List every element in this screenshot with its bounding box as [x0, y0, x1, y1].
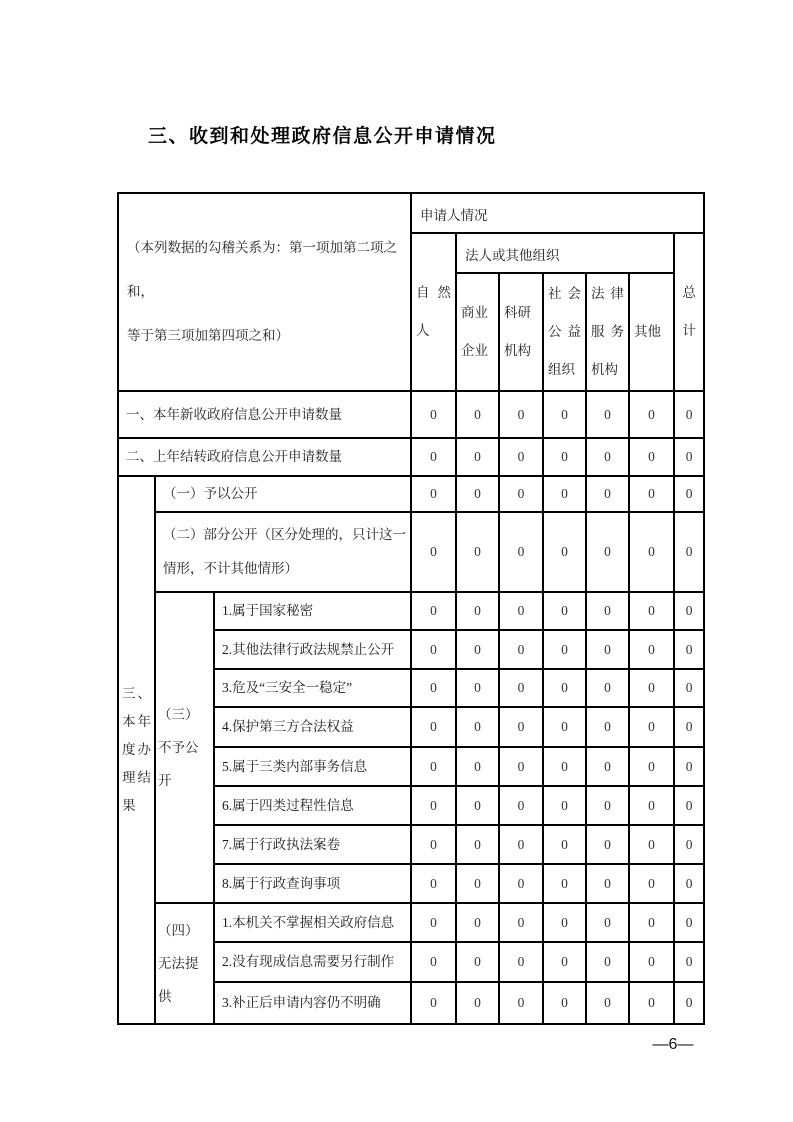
value-cell: 0: [674, 903, 704, 942]
value-cell: 0: [499, 391, 543, 438]
value-cell: 0: [629, 438, 674, 476]
section-title: 三、收到和处理政府信息公开申请情况: [148, 126, 497, 147]
value-cell: 0: [456, 512, 499, 592]
value-cell: 0: [499, 864, 543, 903]
value-cell: 0: [543, 825, 586, 864]
value-cell: 0: [543, 476, 586, 512]
value-cell: 0: [543, 512, 586, 592]
value-cell: 0: [674, 630, 704, 669]
row-label-denied-6: 6.属于四类过程性信息: [214, 786, 411, 825]
table-row: [118, 438, 704, 476]
value-cell: 0: [456, 982, 499, 1024]
value-cell: 0: [586, 669, 629, 707]
note-line-1: （本列数据的勾稽关系为：第一项加第二项之和，: [127, 240, 397, 299]
row-label-unable-2: 2.没有现成信息需要另行制作: [214, 942, 411, 982]
value-cell: 0: [456, 825, 499, 864]
table-row: [118, 592, 704, 630]
value-cell: 0: [499, 942, 543, 982]
page-number: —6—: [652, 1036, 694, 1053]
value-cell: 0: [586, 630, 629, 669]
value-cell: 0: [543, 982, 586, 1024]
value-cell: 0: [674, 438, 704, 476]
value-cell: 0: [456, 391, 499, 438]
value-cell: 0: [629, 630, 674, 669]
value-cell: 0: [411, 592, 456, 630]
value-cell: 0: [586, 707, 629, 747]
value-cell: 0: [411, 476, 456, 512]
value-cell: 0: [586, 786, 629, 825]
value-cell: 0: [586, 825, 629, 864]
value-cell: 0: [499, 903, 543, 942]
value-cell: 0: [411, 512, 456, 592]
value-cell: 0: [543, 903, 586, 942]
value-cell: 0: [543, 786, 586, 825]
value-cell: 0: [674, 512, 704, 592]
value-cell: 0: [629, 864, 674, 903]
row-label-denied-4: 4.保护第三方合法权益: [214, 707, 411, 747]
value-cell: 0: [629, 707, 674, 747]
row-label-partial: （二）部分公开（区分处理的，只计这一情形，不计其他情形）: [155, 512, 411, 592]
value-cell: 0: [674, 864, 704, 903]
col-header-legal-service: 法律服务机构: [586, 273, 629, 391]
value-cell: 0: [674, 476, 704, 512]
value-cell: 0: [499, 438, 543, 476]
row-label-denied-7: 7.属于行政执法案卷: [214, 825, 411, 864]
value-cell: 0: [411, 982, 456, 1024]
note-cell: [118, 193, 411, 391]
col-header-business: 商业企业: [456, 273, 499, 391]
value-cell: 0: [543, 630, 586, 669]
row-label-new-requests: 一、本年新收政府信息公开申请数量: [118, 391, 411, 438]
value-cell: 0: [543, 747, 586, 786]
value-cell: 0: [456, 903, 499, 942]
value-cell: 0: [499, 747, 543, 786]
value-cell: 0: [629, 669, 674, 707]
value-cell: 0: [586, 903, 629, 942]
value-cell: 0: [456, 592, 499, 630]
value-cell: 0: [499, 512, 543, 592]
header-applicant-status: 申请人情况: [411, 193, 704, 233]
value-cell: 0: [629, 391, 674, 438]
value-cell: 0: [543, 942, 586, 982]
value-cell: 0: [629, 903, 674, 942]
row-group-results: 三、本年度办理结果: [118, 476, 155, 1024]
value-cell: 0: [586, 864, 629, 903]
value-cell: 0: [586, 592, 629, 630]
requests-table: [117, 192, 705, 1025]
value-cell: 0: [586, 391, 629, 438]
row-group-denied: （三）不予公开: [155, 592, 214, 903]
value-cell: 0: [456, 669, 499, 707]
value-cell: 0: [456, 786, 499, 825]
value-cell: 0: [411, 669, 456, 707]
row-label-carryover: 二、上年结转政府信息公开申请数量: [118, 438, 411, 476]
value-cell: 0: [586, 942, 629, 982]
col-header-other: 其他: [629, 273, 674, 391]
value-cell: 0: [411, 786, 456, 825]
value-cell: 0: [586, 982, 629, 1024]
value-cell: 0: [411, 864, 456, 903]
value-cell: 0: [629, 982, 674, 1024]
note-line-2: 等于第三项加第四项之和）: [127, 328, 289, 343]
row-group-unable: （四）无法提供: [155, 903, 214, 1024]
row-label-unable-1: 1.本机关不掌握相关政府信息: [214, 903, 411, 942]
table-row: [118, 193, 704, 233]
value-cell: 0: [456, 707, 499, 747]
value-cell: 0: [411, 391, 456, 438]
value-cell: 0: [629, 512, 674, 592]
value-cell: 0: [499, 982, 543, 1024]
row-label-denied-8: 8.属于行政查询事项: [214, 864, 411, 903]
row-label-denied-5: 5.属于三类内部事务信息: [214, 747, 411, 786]
value-cell: 0: [411, 825, 456, 864]
value-cell: 0: [411, 903, 456, 942]
value-cell: 0: [499, 786, 543, 825]
table-row: [118, 391, 704, 438]
value-cell: 0: [674, 391, 704, 438]
value-cell: 0: [499, 825, 543, 864]
value-cell: 0: [586, 512, 629, 592]
col-header-total: 总计: [674, 233, 704, 391]
value-cell: 0: [411, 747, 456, 786]
value-cell: 0: [499, 592, 543, 630]
col-header-public-welfare: 社会公益组织: [543, 273, 586, 391]
header-legal-entity-group: 法人或其他组织: [456, 233, 674, 273]
row-label-denied-2: 2.其他法律行政法规禁止公开: [214, 630, 411, 669]
value-cell: 0: [629, 942, 674, 982]
value-cell: 0: [456, 747, 499, 786]
value-cell: 0: [674, 747, 704, 786]
row-label-denied-3: 3.危及“三安全一稳定”: [214, 669, 411, 707]
value-cell: 0: [499, 476, 543, 512]
value-cell: 0: [674, 982, 704, 1024]
value-cell: 0: [411, 707, 456, 747]
value-cell: 0: [674, 825, 704, 864]
value-cell: 0: [543, 438, 586, 476]
value-cell: 0: [674, 942, 704, 982]
value-cell: 0: [586, 747, 629, 786]
value-cell: 0: [674, 707, 704, 747]
value-cell: 0: [629, 825, 674, 864]
value-cell: 0: [456, 942, 499, 982]
value-cell: 0: [456, 438, 499, 476]
value-cell: 0: [456, 864, 499, 903]
value-cell: 0: [543, 391, 586, 438]
value-cell: 0: [499, 669, 543, 707]
value-cell: 0: [586, 476, 629, 512]
value-cell: 0: [543, 592, 586, 630]
value-cell: 0: [674, 786, 704, 825]
value-cell: 0: [456, 630, 499, 669]
value-cell: 0: [674, 592, 704, 630]
value-cell: 0: [629, 592, 674, 630]
col-header-research: 科研机构: [499, 273, 543, 391]
value-cell: 0: [543, 707, 586, 747]
value-cell: 0: [543, 669, 586, 707]
table-row: [118, 476, 704, 512]
value-cell: 0: [456, 476, 499, 512]
value-cell: 0: [411, 942, 456, 982]
row-label-denied-1: 1.属于国家秘密: [214, 592, 411, 630]
value-cell: 0: [629, 747, 674, 786]
value-cell: 0: [629, 786, 674, 825]
value-cell: 0: [499, 630, 543, 669]
value-cell: 0: [411, 438, 456, 476]
value-cell: 0: [499, 707, 543, 747]
value-cell: 0: [629, 476, 674, 512]
col-header-natural-person: 自然人: [411, 233, 456, 391]
value-cell: 0: [586, 438, 629, 476]
row-label-granted: （一）予以公开: [155, 476, 411, 512]
value-cell: 0: [543, 864, 586, 903]
table-row: [118, 512, 704, 592]
table-row: [118, 903, 704, 942]
value-cell: 0: [411, 630, 456, 669]
value-cell: 0: [674, 669, 704, 707]
row-label-unable-3: 3.补正后申请内容仍不明确: [214, 982, 411, 1024]
